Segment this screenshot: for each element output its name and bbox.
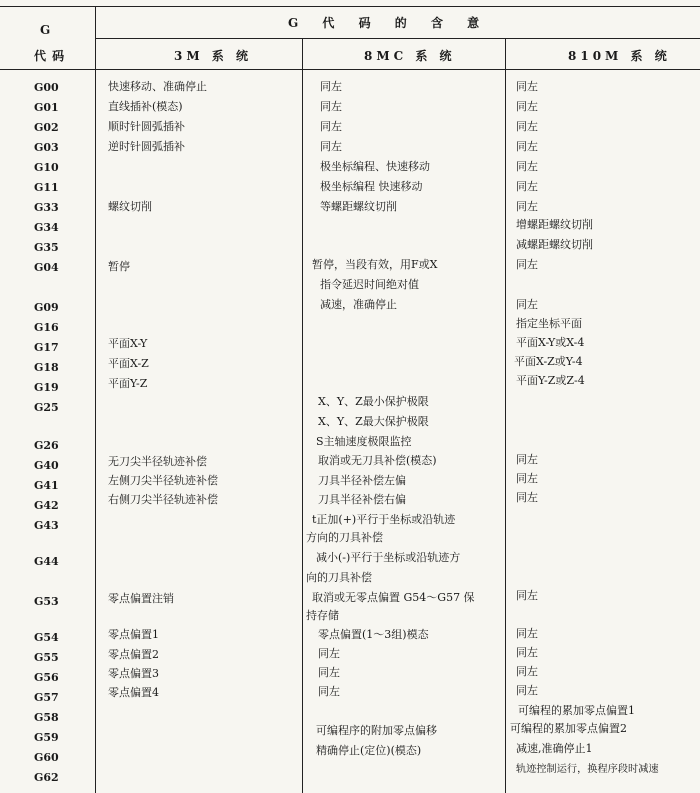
row-8mc-cell: X、Y、Z最小保护极限 <box>318 395 429 408</box>
row-8mc-cell: 刀具半径补偿右偏 <box>318 493 406 506</box>
row-code: G62 <box>34 771 59 784</box>
row-8mc-cell: 取消或无刀具补偿(模态) <box>318 454 437 467</box>
row-code: G09 <box>34 301 59 314</box>
row-8mc-cell: 精确停止(定位)(模态) <box>316 744 422 757</box>
row-code: G02 <box>34 121 59 134</box>
header-mid-rule <box>96 38 700 39</box>
row-8mc-cell: 同左 <box>320 80 342 93</box>
row-3m-cell: 直线插补(模态) <box>108 100 183 113</box>
row-code: G17 <box>34 341 59 354</box>
row-3m-cell: 顺时针圆弧插补 <box>108 120 185 133</box>
row-3m-cell: 零点偏置注销 <box>108 592 174 605</box>
row-3m-cell: 零点偏置4 <box>108 686 159 699</box>
row-3m-cell: 右侧刀尖半径轨迹补偿 <box>108 493 218 506</box>
g-label: G <box>40 23 52 37</box>
row-810m-cell: 同左 <box>516 627 538 640</box>
row-3m-cell: 零点偏置1 <box>108 628 159 641</box>
system-810m-title: 810M 系 统 <box>568 49 671 63</box>
system-8mc-title: 8MC 系 统 <box>364 49 456 63</box>
row-code: G33 <box>34 201 59 214</box>
code-column-rule <box>95 6 96 793</box>
row-8mc-cell-cont: 方向的刀具补偿 <box>306 531 383 544</box>
row-810m-cell: 减速,准确停止1 <box>516 742 593 755</box>
row-3m-cell: 螺纹切削 <box>108 200 152 213</box>
row-810m-cell: 平面X-Y或X-4 <box>516 336 585 349</box>
row-8mc-cell: S主轴速度极限监控 <box>316 435 412 448</box>
row-810m-cell: 同左 <box>516 665 538 678</box>
row-code: G58 <box>34 711 59 724</box>
row-810m-cell: 同左 <box>516 646 538 659</box>
row-8mc-cell: 减速，准确停止 <box>320 298 397 311</box>
row-810m-cell: 平面X-Z或Y-4 <box>514 355 583 368</box>
row-code: G11 <box>34 181 59 194</box>
row-8mc-cell: 同左 <box>320 140 342 153</box>
row-code: G55 <box>34 651 59 664</box>
row-810m-cell: 平面Y-Z或Z-4 <box>516 374 585 387</box>
row-code: G40 <box>34 459 59 472</box>
row-8mc-cell: t正加(+)平行于坐标或沿轨迹 <box>312 513 456 526</box>
row-3m-cell: 左侧刀尖半径轨迹补偿 <box>108 474 218 487</box>
row-810m-cell: 同左 <box>516 453 538 466</box>
row-810m-cell: 同左 <box>516 684 538 697</box>
row-code: G16 <box>34 321 59 334</box>
system-3m-title: 3M 系 统 <box>174 49 252 63</box>
row-8mc-cell: 同左 <box>320 100 342 113</box>
row-8mc-cell: 零点偏置(1～3组)模态 <box>318 628 429 641</box>
row-810m-cell: 可编程的累加零点偏置1 <box>518 704 635 717</box>
row-810m-cell: 同左 <box>516 258 538 271</box>
code-column-title: 代 码 <box>34 49 66 63</box>
table-top-rule <box>0 6 700 7</box>
row-code: G56 <box>34 671 59 684</box>
row-3m-cell: 零点偏置3 <box>108 667 159 680</box>
column-rule-8mc-810m <box>505 38 506 793</box>
row-810m-cell: 同左 <box>516 80 538 93</box>
row-8mc-cell: 同左 <box>320 120 342 133</box>
row-code: G57 <box>34 691 59 704</box>
row-3m-cell: 平面Y-Z <box>108 377 148 390</box>
row-8mc-cell: 减小(-)平行于坐标或沿轨迹方 <box>316 551 461 564</box>
row-code: G34 <box>34 221 59 234</box>
row-8mc-cell: 暂停，当段有效，用F或X <box>312 258 438 271</box>
row-code: G18 <box>34 361 59 374</box>
row-8mc-cell-cont: 指令延迟时间绝对值 <box>320 278 419 291</box>
row-8mc-cell-cont: X、Y、Z最大保护极限 <box>318 415 429 428</box>
row-810m-cell: 同左 <box>516 160 538 173</box>
row-code: G01 <box>34 101 59 114</box>
row-code: G53 <box>34 595 59 608</box>
row-8mc-cell: 同左 <box>318 666 340 679</box>
row-810m-cell: 同左 <box>516 589 538 602</box>
row-810m-cell: 可编程的累加零点偏置2 <box>510 722 627 735</box>
row-810m-cell: 同左 <box>516 140 538 153</box>
row-3m-cell: 快速移动、准确停止 <box>108 80 207 93</box>
row-810m-cell: 同左 <box>516 100 538 113</box>
row-8mc-cell: 极坐标编程、快速移动 <box>320 160 430 173</box>
row-3m-cell: 无刀尖半径轨迹补偿 <box>108 455 207 468</box>
row-810m-cell: 增螺距螺纹切削 <box>516 218 593 231</box>
column-rule-3m-8mc <box>302 38 303 793</box>
row-code: G44 <box>34 555 59 568</box>
row-810m-cell: 同左 <box>516 180 538 193</box>
row-code: G19 <box>34 381 59 394</box>
row-code: G54 <box>34 631 59 644</box>
row-code: G25 <box>34 401 59 414</box>
row-3m-cell: 零点偏置2 <box>108 648 159 661</box>
row-code: G35 <box>34 241 59 254</box>
row-code: G00 <box>34 81 59 94</box>
row-810m-cell: 同左 <box>516 298 538 311</box>
row-code: G03 <box>34 141 59 154</box>
row-810m-cell: 同左 <box>516 491 538 504</box>
row-810m-cell: 同左 <box>516 200 538 213</box>
row-8mc-cell: 取消或无零点偏置 G54～G57 保 <box>312 591 475 604</box>
row-code: G41 <box>34 479 59 492</box>
row-8mc-cell: 刀具半径补偿左偏 <box>318 474 406 487</box>
row-8mc-cell: 可编程序的附加零点偏移 <box>316 724 437 737</box>
row-8mc-cell-cont: 向的刀具补偿 <box>306 571 372 584</box>
row-code: G26 <box>34 439 59 452</box>
row-3m-cell: 暂停 <box>108 260 130 273</box>
row-810m-cell: 同左 <box>516 120 538 133</box>
row-8mc-cell: 极坐标编程 快速移动 <box>320 180 423 193</box>
row-8mc-cell: 同左 <box>318 685 340 698</box>
row-810m-cell: 指定坐标平面 <box>516 317 582 330</box>
row-8mc-cell: 同左 <box>318 647 340 660</box>
row-8mc-cell: 等螺距螺纹切削 <box>320 200 397 213</box>
row-code: G42 <box>34 499 59 512</box>
row-3m-cell: 平面X-Z <box>108 357 149 370</box>
row-810m-cell: 轨迹控制运行，换程序段时减速 <box>516 764 659 775</box>
row-code: G43 <box>34 519 59 532</box>
row-810m-cell: 同左 <box>516 472 538 485</box>
row-code: G59 <box>34 731 59 744</box>
row-code: G04 <box>34 261 59 274</box>
row-code: G10 <box>34 161 59 174</box>
row-code: G60 <box>34 751 59 764</box>
header-bottom-rule <box>0 69 700 70</box>
row-8mc-cell-cont: 持存储 <box>306 609 339 622</box>
meaning-title: G 代 码 的 含 意 <box>288 16 490 30</box>
row-810m-cell: 减螺距螺纹切削 <box>516 238 593 251</box>
row-3m-cell: 逆时针圆弧插补 <box>108 140 185 153</box>
row-3m-cell: 平面X-Y <box>108 337 148 350</box>
